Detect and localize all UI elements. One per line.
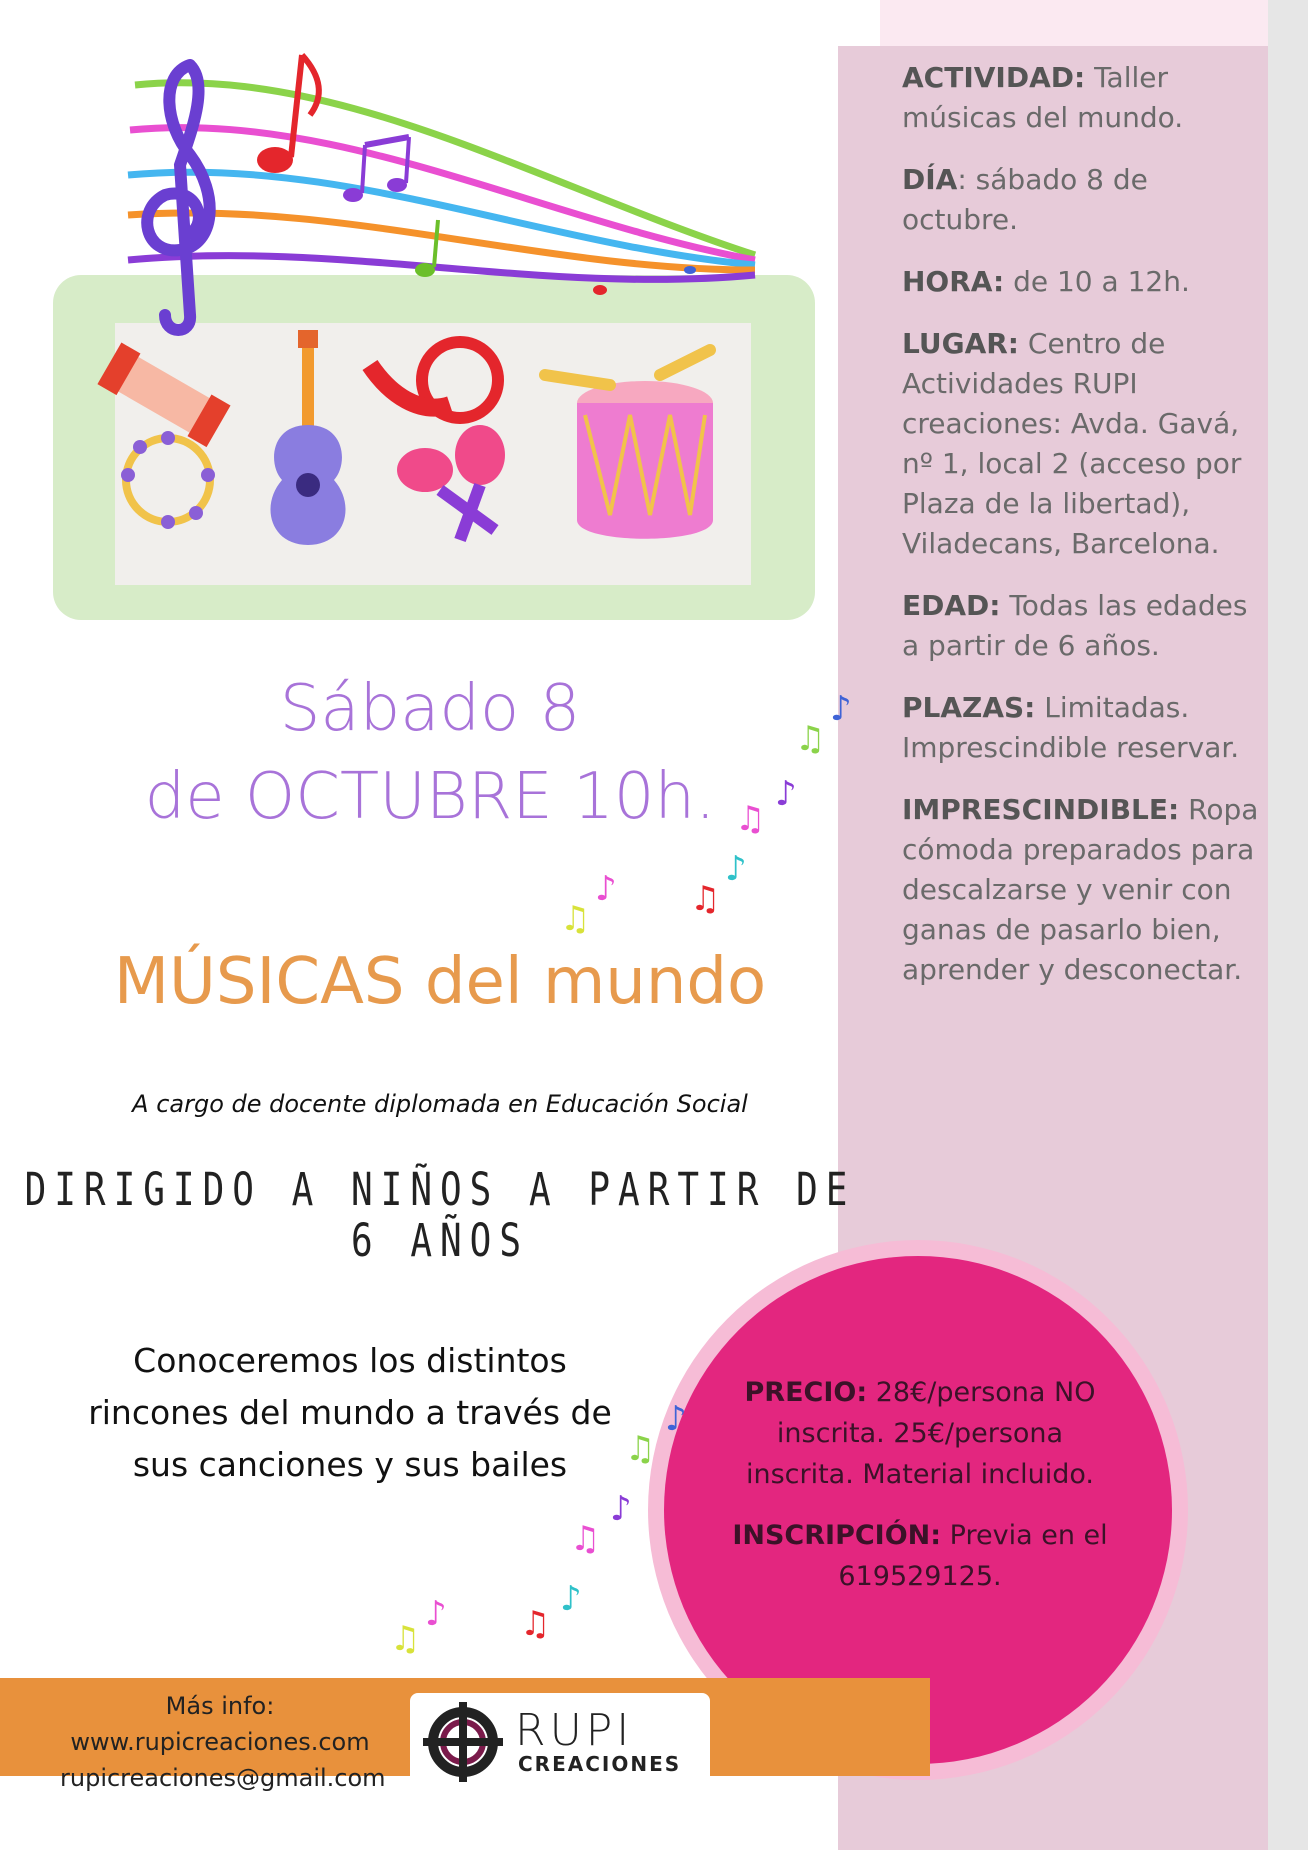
background-grey-strip — [1268, 0, 1308, 1850]
floating-notes-lower-icon — [380, 1400, 700, 1670]
event-target-audience: DIRIGIDO A NIÑOS A PARTIR DE 6 AÑOS — [24, 1164, 856, 1268]
price-inscripcion: INSCRIPCIÓN: Previa en el 619529125. — [732, 1520, 1108, 1592]
svg-text:♪: ♪ — [830, 690, 852, 729]
svg-text:♫: ♫ — [560, 899, 591, 939]
rupi-logo-icon — [418, 1700, 508, 1784]
svg-text:♫: ♫ — [520, 1604, 551, 1644]
svg-text:♫: ♫ — [625, 1429, 656, 1469]
rainbow-staff-icon — [128, 83, 755, 280]
info-actividad: ACTIVIDAD: Taller músicas del mundo. — [902, 61, 1184, 134]
logo-name: RUPI — [515, 1705, 634, 1756]
music-instruments-illustration — [40, 45, 820, 645]
info-lugar: LUGAR: Centro de Actividades RUPI creaciones: Avda. Gavá, nº 1, local 2 (acceso por Plaza de la libertad), Viladecans, Barcelona. — [902, 327, 1242, 560]
price-info — [730, 1372, 1110, 1617]
price-precio: PRECIO: 28€/persona NO inscrita. 25€/persona inscrita. Material incluido. — [744, 1377, 1096, 1490]
svg-text:♫: ♫ — [690, 879, 721, 919]
info-imprescindible: IMPRESCINDIBLE: Ropa cómoda preparados para descalzarse y venir con ganas de pasarlo bien, aprender y desconectar. — [902, 793, 1259, 986]
footer-mas-info: Más info: — [165, 1692, 275, 1720]
svg-text:♪: ♪ — [560, 1579, 582, 1619]
info-hora: HORA: de 10 a 12h. — [902, 265, 1190, 298]
event-title: MÚSICAS del mundo — [113, 945, 767, 1019]
svg-text:♪: ♪ — [610, 1489, 632, 1529]
event-cargo: A cargo de docente diplomada en Educación Social — [132, 1090, 748, 1118]
logo-subtitle: CREACIONES — [518, 1752, 682, 1776]
svg-text:♪: ♪ — [665, 1400, 687, 1439]
info-edad: EDAD: Todas las edades a partir de 6 años. — [902, 589, 1248, 662]
footer-website-link[interactable]: www.rupicreaciones.com — [70, 1728, 370, 1756]
svg-text:♫: ♫ — [390, 1619, 421, 1659]
event-description: Conoceremos los distintos rincones del mundo a través de sus canciones y sus bailes — [88, 1341, 612, 1484]
event-info-list — [902, 58, 1262, 1012]
svg-text:♪: ♪ — [425, 1594, 447, 1634]
footer-contact — [60, 1688, 386, 1796]
svg-text:♫: ♫ — [795, 719, 826, 759]
svg-text:♫: ♫ — [735, 799, 766, 839]
floating-notes-icon — [550, 690, 890, 950]
svg-text:♫: ♫ — [570, 1519, 601, 1559]
event-date-line2: de OCTUBRE 10h. — [144, 760, 716, 834]
event-date-line1: Sábado 8 — [279, 672, 581, 746]
svg-text:♪: ♪ — [595, 869, 617, 909]
info-dia: DÍA: sábado 8 de octubre. — [902, 163, 1148, 236]
footer-email-link[interactable]: rupicreaciones@gmail.com — [60, 1764, 386, 1792]
svg-text:♪: ♪ — [775, 774, 797, 814]
svg-text:♪: ♪ — [725, 849, 747, 889]
info-plazas: PLAZAS: Limitadas. Imprescindible reservar. — [902, 691, 1240, 764]
